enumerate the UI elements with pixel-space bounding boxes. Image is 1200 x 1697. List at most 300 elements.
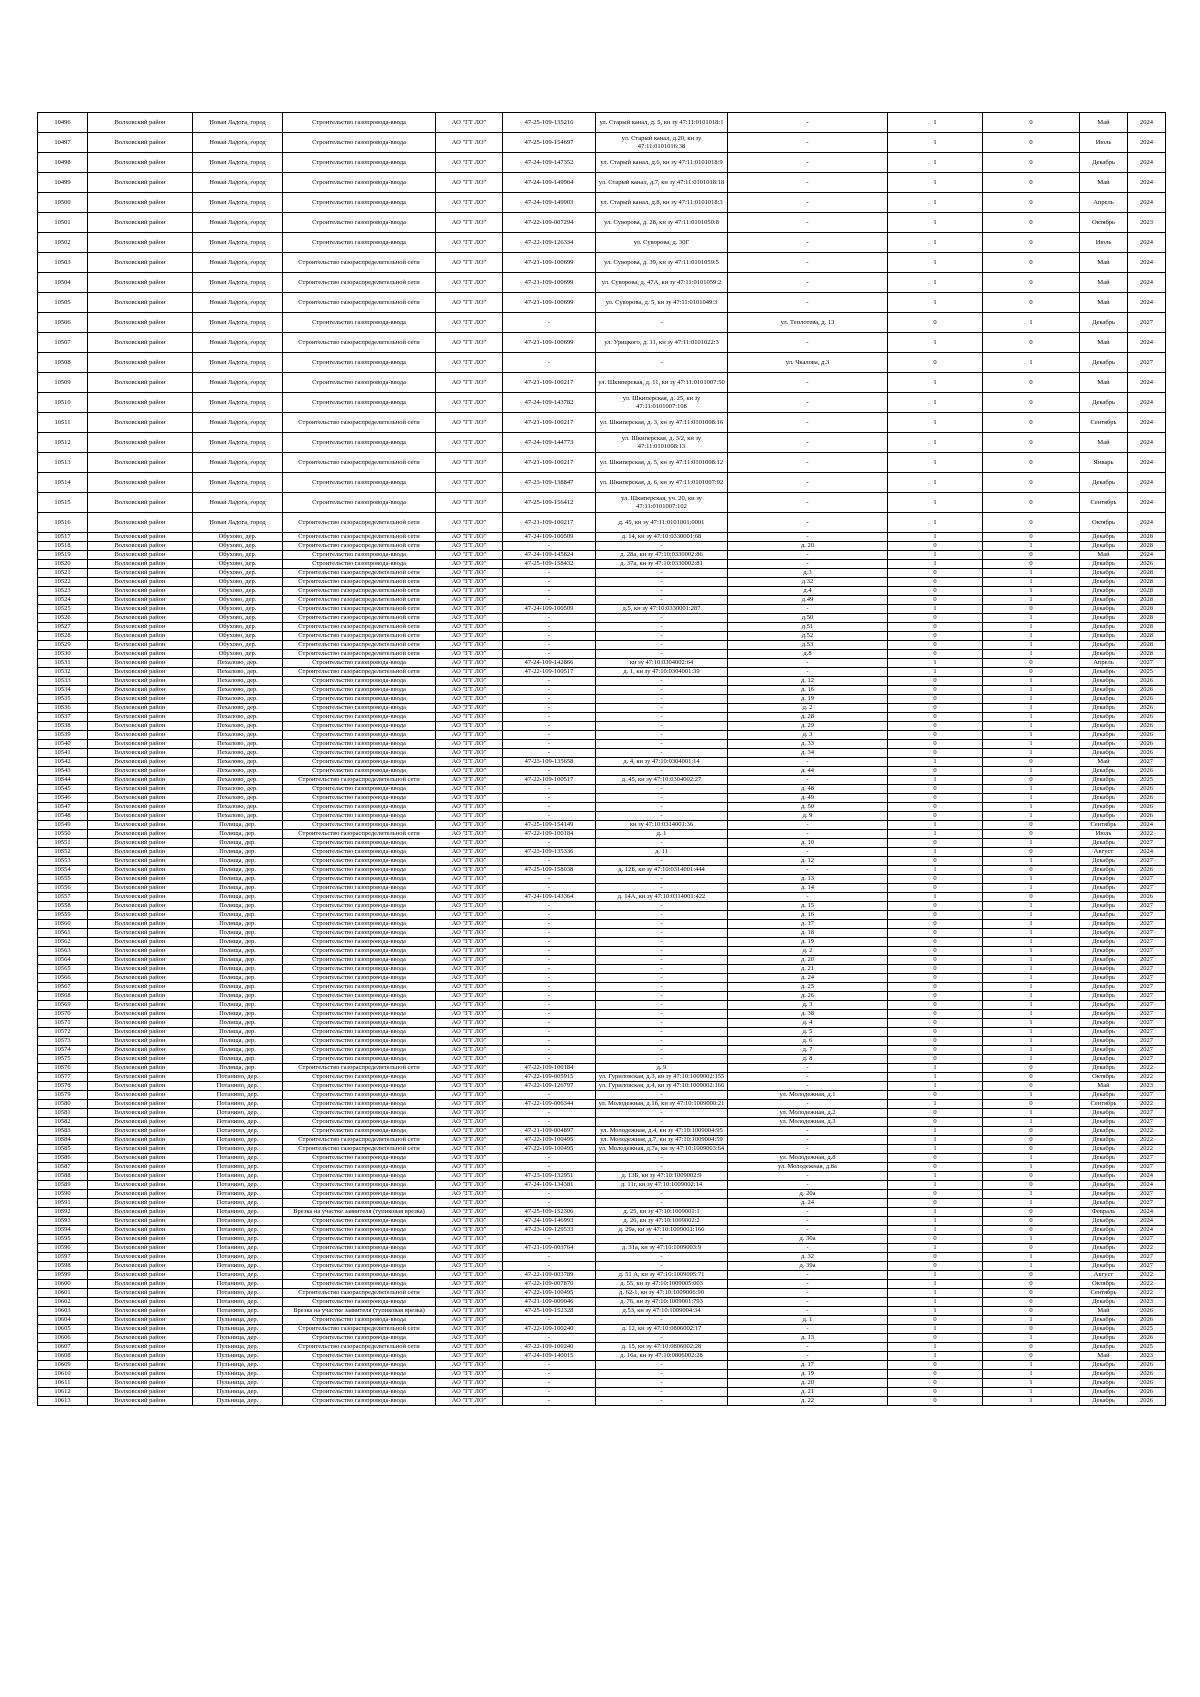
cell-organization: АО "ГТ ЛО" bbox=[436, 393, 503, 413]
cell-address-planned: д. 39а bbox=[728, 1262, 888, 1271]
table-row bbox=[38, 785, 1166, 794]
cell-year: 2028 bbox=[1128, 632, 1166, 641]
cell-address-planned: - bbox=[728, 1217, 888, 1226]
cell-existing-count: 0 bbox=[888, 812, 983, 821]
table-row bbox=[38, 722, 1166, 731]
cell-year: 2027 bbox=[1128, 1154, 1166, 1163]
table-row bbox=[38, 1100, 1166, 1109]
cell-year: 2024 bbox=[1128, 433, 1166, 453]
cell-address-planned: д. 3 bbox=[728, 731, 888, 740]
table-row bbox=[38, 893, 1166, 902]
cell-address-planned: - bbox=[728, 776, 888, 785]
cell-work-type: Строительство газопровода-ввода bbox=[283, 1118, 436, 1127]
cell-settlement: Полища, дер. bbox=[193, 839, 283, 848]
cell-month: Декабрь bbox=[1080, 1154, 1128, 1163]
cell-request-number: - bbox=[503, 749, 596, 758]
cell-address-planned: - bbox=[728, 213, 888, 233]
table-row bbox=[38, 153, 1166, 173]
cell-address-cadastral: ул. Суворова, д. 5, кн зу 47:11:0101049:3 bbox=[596, 293, 728, 313]
cell-month: Декабрь bbox=[1080, 1325, 1128, 1334]
cell-address-cadastral: д. 11г, кн зу 47:10:1009002:14 bbox=[596, 1181, 728, 1190]
cell-address-planned: - bbox=[728, 893, 888, 902]
cell-organization: АО "ГТ ЛО" bbox=[436, 974, 503, 983]
cell-organization: АО "ГТ ЛО" bbox=[436, 193, 503, 213]
cell-existing-count: 1 bbox=[888, 173, 983, 193]
cell-year: 2027 bbox=[1128, 911, 1166, 920]
cell-settlement: Пехалово, дер. bbox=[193, 776, 283, 785]
table-row bbox=[38, 373, 1166, 393]
cell-address-planned: - bbox=[728, 193, 888, 213]
cell-year: 2024 bbox=[1128, 273, 1166, 293]
cell-district: Волховский район bbox=[88, 578, 193, 587]
cell-month: Декабрь bbox=[1080, 947, 1128, 956]
cell-planned-count: 1 bbox=[983, 875, 1080, 884]
cell-address-planned: - bbox=[728, 113, 888, 133]
cell-address-planned: - bbox=[728, 393, 888, 413]
cell-year: 2026 bbox=[1128, 1370, 1166, 1379]
cell-year: 2026 bbox=[1128, 794, 1166, 803]
cell-address-cadastral: д. 14, кн зу 47:10:0330001:68 bbox=[596, 533, 728, 542]
cell-existing-count: 1 bbox=[888, 758, 983, 767]
cell-district: Волховский район bbox=[88, 493, 193, 513]
cell-address-planned: д. 26 bbox=[728, 992, 888, 1001]
cell-address-cadastral: ул. Суворова, д. 30Г bbox=[596, 233, 728, 253]
cell-month: Декабрь bbox=[1080, 393, 1128, 413]
cell-row-number: 10569 bbox=[38, 1001, 88, 1010]
cell-request-number: - bbox=[503, 1316, 596, 1325]
cell-row-number: 10525 bbox=[38, 605, 88, 614]
cell-month: Декабрь bbox=[1080, 1199, 1128, 1208]
cell-district: Волховский район bbox=[88, 453, 193, 473]
cell-row-number: 10562 bbox=[38, 938, 88, 947]
cell-district: Волховский район bbox=[88, 1145, 193, 1154]
cell-row-number: 10579 bbox=[38, 1091, 88, 1100]
cell-year: 2027 bbox=[1128, 974, 1166, 983]
cell-address-planned: д.3 bbox=[728, 569, 888, 578]
cell-existing-count: 1 bbox=[888, 133, 983, 153]
cell-year: 2025 bbox=[1128, 1325, 1166, 1334]
cell-address-cadastral: ул. Шкиперская, д. 25, кн зу 47:11:0101007:108 bbox=[596, 393, 728, 413]
cell-district: Волховский район bbox=[88, 1001, 193, 1010]
cell-planned-count: 1 bbox=[983, 938, 1080, 947]
cell-request-number: - bbox=[503, 767, 596, 776]
table-row bbox=[38, 551, 1166, 560]
table-row bbox=[38, 749, 1166, 758]
cell-organization: АО "ГТ ЛО" bbox=[436, 875, 503, 884]
table-row bbox=[38, 821, 1166, 830]
cell-work-type: Строительство газопровода-ввода bbox=[283, 1172, 436, 1181]
cell-work-type: Строительство газопровода-ввода bbox=[283, 866, 436, 875]
cell-month: Декабрь bbox=[1080, 731, 1128, 740]
cell-row-number: 10584 bbox=[38, 1136, 88, 1145]
cell-month: Апрель bbox=[1080, 659, 1128, 668]
cell-existing-count: 1 bbox=[888, 1307, 983, 1316]
cell-work-type: Строительство газопровода-ввода bbox=[283, 659, 436, 668]
cell-address-planned: - bbox=[728, 1208, 888, 1217]
cell-organization: АО "ГТ ЛО" bbox=[436, 1064, 503, 1073]
cell-work-type: Строительство газораспределительной сети bbox=[283, 533, 436, 542]
table-row bbox=[38, 1073, 1166, 1082]
cell-year: 2027 bbox=[1128, 1199, 1166, 1208]
cell-existing-count: 0 bbox=[888, 1001, 983, 1010]
cell-request-number: - bbox=[503, 1091, 596, 1100]
cell-address-planned: - bbox=[728, 493, 888, 513]
cell-year: 2026 bbox=[1128, 560, 1166, 569]
cell-address-cadastral: д. 62-1, кн зу 47:10:1009006:90 bbox=[596, 1289, 728, 1298]
cell-address-planned: д. 21 bbox=[728, 1388, 888, 1397]
cell-planned-count: 0 bbox=[983, 1136, 1080, 1145]
cell-row-number: 10518 bbox=[38, 542, 88, 551]
cell-organization: АО "ГТ ЛО" bbox=[436, 866, 503, 875]
table-row bbox=[38, 293, 1166, 313]
cell-organization: АО "ГТ ЛО" bbox=[436, 313, 503, 333]
cell-existing-count: 1 bbox=[888, 1082, 983, 1091]
cell-request-number: 47-21-109-100699 bbox=[503, 333, 596, 353]
cell-work-type: Строительство газораспределительной сети bbox=[283, 650, 436, 659]
cell-row-number: 10536 bbox=[38, 704, 88, 713]
cell-year: 2022 bbox=[1128, 1136, 1166, 1145]
cell-organization: АО "ГТ ЛО" bbox=[436, 413, 503, 433]
cell-organization: АО "ГТ ЛО" bbox=[436, 560, 503, 569]
cell-organization: АО "ГТ ЛО" bbox=[436, 938, 503, 947]
cell-address-cadastral: - bbox=[596, 992, 728, 1001]
cell-settlement: Полища, дер. bbox=[193, 947, 283, 956]
cell-work-type: Строительство газопровода-ввода bbox=[283, 983, 436, 992]
table-row bbox=[38, 929, 1166, 938]
cell-address-cadastral: д. 15, кн зу 47:10:0806002:28 bbox=[596, 1343, 728, 1352]
cell-row-number: 10558 bbox=[38, 902, 88, 911]
cell-planned-count: 0 bbox=[983, 1289, 1080, 1298]
cell-organization: АО "ГТ ЛО" bbox=[436, 1226, 503, 1235]
cell-row-number: 10534 bbox=[38, 686, 88, 695]
cell-existing-count: 0 bbox=[888, 749, 983, 758]
cell-month: Декабрь bbox=[1080, 1118, 1128, 1127]
cell-district: Волховский район bbox=[88, 911, 193, 920]
cell-existing-count: 0 bbox=[888, 902, 983, 911]
cell-request-number: - bbox=[503, 992, 596, 1001]
table-row bbox=[38, 1235, 1166, 1244]
cell-organization: АО "ГТ ЛО" bbox=[436, 1370, 503, 1379]
cell-organization: АО "ГТ ЛО" bbox=[436, 704, 503, 713]
cell-row-number: 10551 bbox=[38, 839, 88, 848]
cell-month: Декабрь bbox=[1080, 1019, 1128, 1028]
cell-planned-count: 0 bbox=[983, 133, 1080, 153]
cell-address-cadastral: - bbox=[596, 587, 728, 596]
cell-district: Волховский район bbox=[88, 668, 193, 677]
table-row bbox=[38, 1046, 1166, 1055]
cell-month: Декабрь bbox=[1080, 1262, 1128, 1271]
cell-existing-count: 1 bbox=[888, 1298, 983, 1307]
cell-request-number: 47-25-109-158038 bbox=[503, 866, 596, 875]
table-row bbox=[38, 659, 1166, 668]
cell-work-type: Строительство газопровода-ввода bbox=[283, 695, 436, 704]
cell-month: Февраль bbox=[1080, 1208, 1128, 1217]
cell-request-number: - bbox=[503, 1253, 596, 1262]
table-row bbox=[38, 1226, 1166, 1235]
cell-planned-count: 1 bbox=[983, 1388, 1080, 1397]
cell-request-number: 47-21-109-100217 bbox=[503, 513, 596, 533]
cell-work-type: Строительство газопровода-ввода bbox=[283, 1028, 436, 1037]
cell-planned-count: 1 bbox=[983, 740, 1080, 749]
cell-row-number: 10504 bbox=[38, 273, 88, 293]
cell-district: Волховский район bbox=[88, 1289, 193, 1298]
cell-planned-count: 0 bbox=[983, 113, 1080, 133]
cell-existing-count: 1 bbox=[888, 493, 983, 513]
cell-year: 2027 bbox=[1128, 929, 1166, 938]
table-row bbox=[38, 1397, 1166, 1406]
cell-address-cadastral: - bbox=[596, 1190, 728, 1199]
cell-request-number: - bbox=[503, 1388, 596, 1397]
cell-address-planned: - bbox=[728, 1181, 888, 1190]
cell-address-planned: - bbox=[728, 233, 888, 253]
cell-row-number: 10559 bbox=[38, 911, 88, 920]
cell-district: Волховский район bbox=[88, 1244, 193, 1253]
cell-year: 2026 bbox=[1128, 722, 1166, 731]
cell-organization: АО "ГТ ЛО" bbox=[436, 1388, 503, 1397]
cell-settlement: Пехалово, дер. bbox=[193, 695, 283, 704]
cell-district: Волховский район bbox=[88, 542, 193, 551]
cell-request-number: - bbox=[503, 929, 596, 938]
cell-organization: АО "ГТ ЛО" bbox=[436, 1073, 503, 1082]
cell-existing-count: 0 bbox=[888, 1091, 983, 1100]
cell-planned-count: 0 bbox=[983, 1226, 1080, 1235]
cell-request-number: 47-22-109-100495 bbox=[503, 1145, 596, 1154]
cell-address-planned: - bbox=[728, 659, 888, 668]
cell-row-number: 10589 bbox=[38, 1181, 88, 1190]
cell-existing-count: 0 bbox=[888, 740, 983, 749]
cell-organization: АО "ГТ ЛО" bbox=[436, 992, 503, 1001]
cell-month: Декабрь bbox=[1080, 1172, 1128, 1181]
cell-existing-count: 1 bbox=[888, 1127, 983, 1136]
cell-address-cadastral: д.5, кн зу 47:10:0330001:287 bbox=[596, 605, 728, 614]
cell-work-type: Строительство газопровода-ввода bbox=[283, 767, 436, 776]
cell-row-number: 10571 bbox=[38, 1019, 88, 1028]
cell-address-planned: д. 17 bbox=[728, 920, 888, 929]
cell-year: 2028 bbox=[1128, 578, 1166, 587]
cell-row-number: 10529 bbox=[38, 641, 88, 650]
cell-work-type: Строительство газораспределительной сети bbox=[283, 253, 436, 273]
cell-request-number: 47-23-109-135658 bbox=[503, 758, 596, 767]
cell-request-number: 47-22-109-100495 bbox=[503, 1136, 596, 1145]
table-row bbox=[38, 1307, 1166, 1316]
cell-row-number: 10520 bbox=[38, 560, 88, 569]
cell-address-cadastral: - bbox=[596, 1370, 728, 1379]
cell-work-type: Строительство газопровода-ввода bbox=[283, 393, 436, 413]
cell-existing-count: 0 bbox=[888, 731, 983, 740]
cell-organization: АО "ГТ ЛО" bbox=[436, 1208, 503, 1217]
cell-month: Октябрь bbox=[1080, 1280, 1128, 1289]
cell-request-number: - bbox=[503, 875, 596, 884]
cell-district: Волховский район bbox=[88, 1037, 193, 1046]
cell-month: Декабрь bbox=[1080, 1334, 1128, 1343]
cell-settlement: Потанино, дер. bbox=[193, 1118, 283, 1127]
table-row bbox=[38, 695, 1166, 704]
table-row bbox=[38, 1370, 1166, 1379]
cell-organization: АО "ГТ ЛО" bbox=[436, 1055, 503, 1064]
cell-planned-count: 0 bbox=[983, 1271, 1080, 1280]
cell-work-type: Строительство газопровода-ввода bbox=[283, 233, 436, 253]
cell-settlement: Пехалово, дер. bbox=[193, 749, 283, 758]
cell-month: Декабрь bbox=[1080, 1397, 1128, 1406]
cell-existing-count: 1 bbox=[888, 1208, 983, 1217]
cell-month: Декабрь bbox=[1080, 1001, 1128, 1010]
cell-existing-count: 1 bbox=[888, 233, 983, 253]
cell-address-planned: д.52 bbox=[728, 632, 888, 641]
table-row bbox=[38, 1109, 1166, 1118]
cell-row-number: 10580 bbox=[38, 1100, 88, 1109]
cell-month: Октябрь bbox=[1080, 1073, 1128, 1082]
table-row bbox=[38, 839, 1166, 848]
cell-district: Волховский район bbox=[88, 686, 193, 695]
table-row bbox=[38, 605, 1166, 614]
table-row bbox=[38, 569, 1166, 578]
cell-row-number: 10541 bbox=[38, 749, 88, 758]
cell-settlement: Пульница, дер. bbox=[193, 1325, 283, 1334]
cell-settlement: Полища, дер. bbox=[193, 866, 283, 875]
cell-address-cadastral: ул. Урицкого, д. 11, кн зу 47:11:0101022:3 bbox=[596, 333, 728, 353]
cell-month: Июль bbox=[1080, 133, 1128, 153]
cell-address-cadastral: - bbox=[596, 1055, 728, 1064]
cell-existing-count: 1 bbox=[888, 413, 983, 433]
cell-year: 2026 bbox=[1128, 1388, 1166, 1397]
cell-month: Декабрь bbox=[1080, 1298, 1128, 1307]
cell-address-cadastral: д. 31а, кн зу 47:10:1009003:9 bbox=[596, 1244, 728, 1253]
cell-work-type: Строительство газопровода-ввода bbox=[283, 731, 436, 740]
cell-request-number: 47-24-109-145824 bbox=[503, 551, 596, 560]
cell-organization: АО "ГТ ЛО" bbox=[436, 794, 503, 803]
cell-district: Волховский район bbox=[88, 965, 193, 974]
cell-planned-count: 1 bbox=[983, 767, 1080, 776]
cell-request-number: - bbox=[503, 803, 596, 812]
cell-planned-count: 0 bbox=[983, 193, 1080, 213]
cell-row-number: 10567 bbox=[38, 983, 88, 992]
cell-organization: АО "ГТ ЛО" bbox=[436, 1010, 503, 1019]
cell-address-planned: д. 8 bbox=[728, 1055, 888, 1064]
cell-district: Волховский район bbox=[88, 1352, 193, 1361]
cell-work-type: Строительство газопровода-ввода bbox=[283, 677, 436, 686]
cell-organization: АО "ГТ ЛО" bbox=[436, 659, 503, 668]
cell-request-number: 47-24-109-143782 bbox=[503, 393, 596, 413]
cell-organization: АО "ГТ ЛО" bbox=[436, 1127, 503, 1136]
cell-row-number: 10608 bbox=[38, 1352, 88, 1361]
cell-month: Декабрь bbox=[1080, 641, 1128, 650]
cell-district: Волховский район bbox=[88, 974, 193, 983]
table-row bbox=[38, 493, 1166, 513]
cell-district: Волховский район bbox=[88, 1253, 193, 1262]
cell-address-planned: - bbox=[728, 866, 888, 875]
cell-settlement: Потанино, дер. bbox=[193, 1154, 283, 1163]
cell-row-number: 10508 bbox=[38, 353, 88, 373]
cell-district: Волховский район bbox=[88, 1379, 193, 1388]
cell-existing-count: 1 bbox=[888, 393, 983, 413]
cell-year: 2024 bbox=[1128, 113, 1166, 133]
cell-request-number: - bbox=[503, 794, 596, 803]
cell-district: Волховский район bbox=[88, 704, 193, 713]
cell-address-cadastral: д. 28а, кн зу 47:10:0330002:86 bbox=[596, 551, 728, 560]
cell-existing-count: 0 bbox=[888, 992, 983, 1001]
cell-month: Декабрь bbox=[1080, 812, 1128, 821]
gasification-table bbox=[37, 112, 1166, 1406]
cell-request-number: - bbox=[503, 1190, 596, 1199]
cell-settlement: Пехалово, дер. bbox=[193, 785, 283, 794]
cell-address-cadastral: - bbox=[596, 749, 728, 758]
cell-work-type: Строительство газопровода-ввода bbox=[283, 133, 436, 153]
cell-row-number: 10585 bbox=[38, 1145, 88, 1154]
cell-existing-count: 0 bbox=[888, 641, 983, 650]
cell-organization: АО "ГТ ЛО" bbox=[436, 113, 503, 133]
cell-district: Волховский район bbox=[88, 1370, 193, 1379]
cell-existing-count: 1 bbox=[888, 605, 983, 614]
cell-month: Сентябрь bbox=[1080, 821, 1128, 830]
cell-district: Волховский район bbox=[88, 614, 193, 623]
cell-request-number: - bbox=[503, 1163, 596, 1172]
cell-address-cadastral: - bbox=[596, 704, 728, 713]
cell-address-cadastral: - bbox=[596, 1388, 728, 1397]
cell-row-number: 10533 bbox=[38, 677, 88, 686]
table-row bbox=[38, 965, 1166, 974]
cell-district: Волховский район bbox=[88, 1091, 193, 1100]
cell-settlement: Потанино, дер. bbox=[193, 1217, 283, 1226]
cell-month: Декабрь bbox=[1080, 614, 1128, 623]
cell-settlement: Полища, дер. bbox=[193, 884, 283, 893]
cell-month: Декабрь bbox=[1080, 668, 1128, 677]
cell-district: Волховский район bbox=[88, 839, 193, 848]
cell-settlement: Полища, дер. bbox=[193, 965, 283, 974]
table-row bbox=[38, 413, 1166, 433]
cell-year: 2023 bbox=[1128, 1352, 1166, 1361]
cell-address-cadastral: кн зу 47:10:0314001:36 bbox=[596, 821, 728, 830]
cell-settlement: Полища, дер. bbox=[193, 893, 283, 902]
cell-work-type: Строительство газопровода-ввода bbox=[283, 1073, 436, 1082]
cell-work-type: Строительство газораспределительной сети bbox=[283, 614, 436, 623]
cell-address-planned: д. 19 bbox=[728, 1370, 888, 1379]
cell-month: Сентябрь bbox=[1080, 493, 1128, 513]
cell-address-planned: д. 22 bbox=[728, 1397, 888, 1406]
cell-address-planned: д. 7 bbox=[728, 1046, 888, 1055]
cell-year: 2024 bbox=[1128, 293, 1166, 313]
cell-year: 2024 bbox=[1128, 473, 1166, 493]
cell-work-type: Строительство газопровода-ввода bbox=[283, 1370, 436, 1379]
table-row bbox=[38, 313, 1166, 333]
cell-planned-count: 0 bbox=[983, 1343, 1080, 1352]
cell-request-number: 47-24-109-146993 bbox=[503, 1217, 596, 1226]
cell-row-number: 10606 bbox=[38, 1334, 88, 1343]
cell-work-type: Строительство газопровода-ввода bbox=[283, 848, 436, 857]
cell-request-number: 47-22-109-100240 bbox=[503, 1325, 596, 1334]
cell-settlement: Новая Ладога, город bbox=[193, 333, 283, 353]
cell-settlement: Полища, дер. bbox=[193, 920, 283, 929]
cell-address-planned: д. 21 bbox=[728, 965, 888, 974]
cell-row-number: 10572 bbox=[38, 1028, 88, 1037]
cell-year: 2025 bbox=[1128, 668, 1166, 677]
cell-year: 2027 bbox=[1128, 1055, 1166, 1064]
cell-request-number: - bbox=[503, 1010, 596, 1019]
cell-existing-count: 1 bbox=[888, 293, 983, 313]
cell-address-cadastral: ул. Молодежная, д.7а, кн зу 47:10:1009003:64 bbox=[596, 1145, 728, 1154]
cell-request-number: 47-22-109-100517 bbox=[503, 668, 596, 677]
cell-planned-count: 1 bbox=[983, 1010, 1080, 1019]
cell-organization: АО "ГТ ЛО" bbox=[436, 373, 503, 393]
cell-work-type: Строительство газопровода-ввода bbox=[283, 1199, 436, 1208]
cell-row-number: 10540 bbox=[38, 740, 88, 749]
cell-request-number: - bbox=[503, 677, 596, 686]
cell-month: Декабрь bbox=[1080, 794, 1128, 803]
cell-row-number: 10587 bbox=[38, 1163, 88, 1172]
cell-district: Волховский район bbox=[88, 713, 193, 722]
cell-request-number: 47-22-109-006344 bbox=[503, 1100, 596, 1109]
cell-address-planned: - bbox=[728, 1244, 888, 1253]
cell-planned-count: 1 bbox=[983, 1235, 1080, 1244]
